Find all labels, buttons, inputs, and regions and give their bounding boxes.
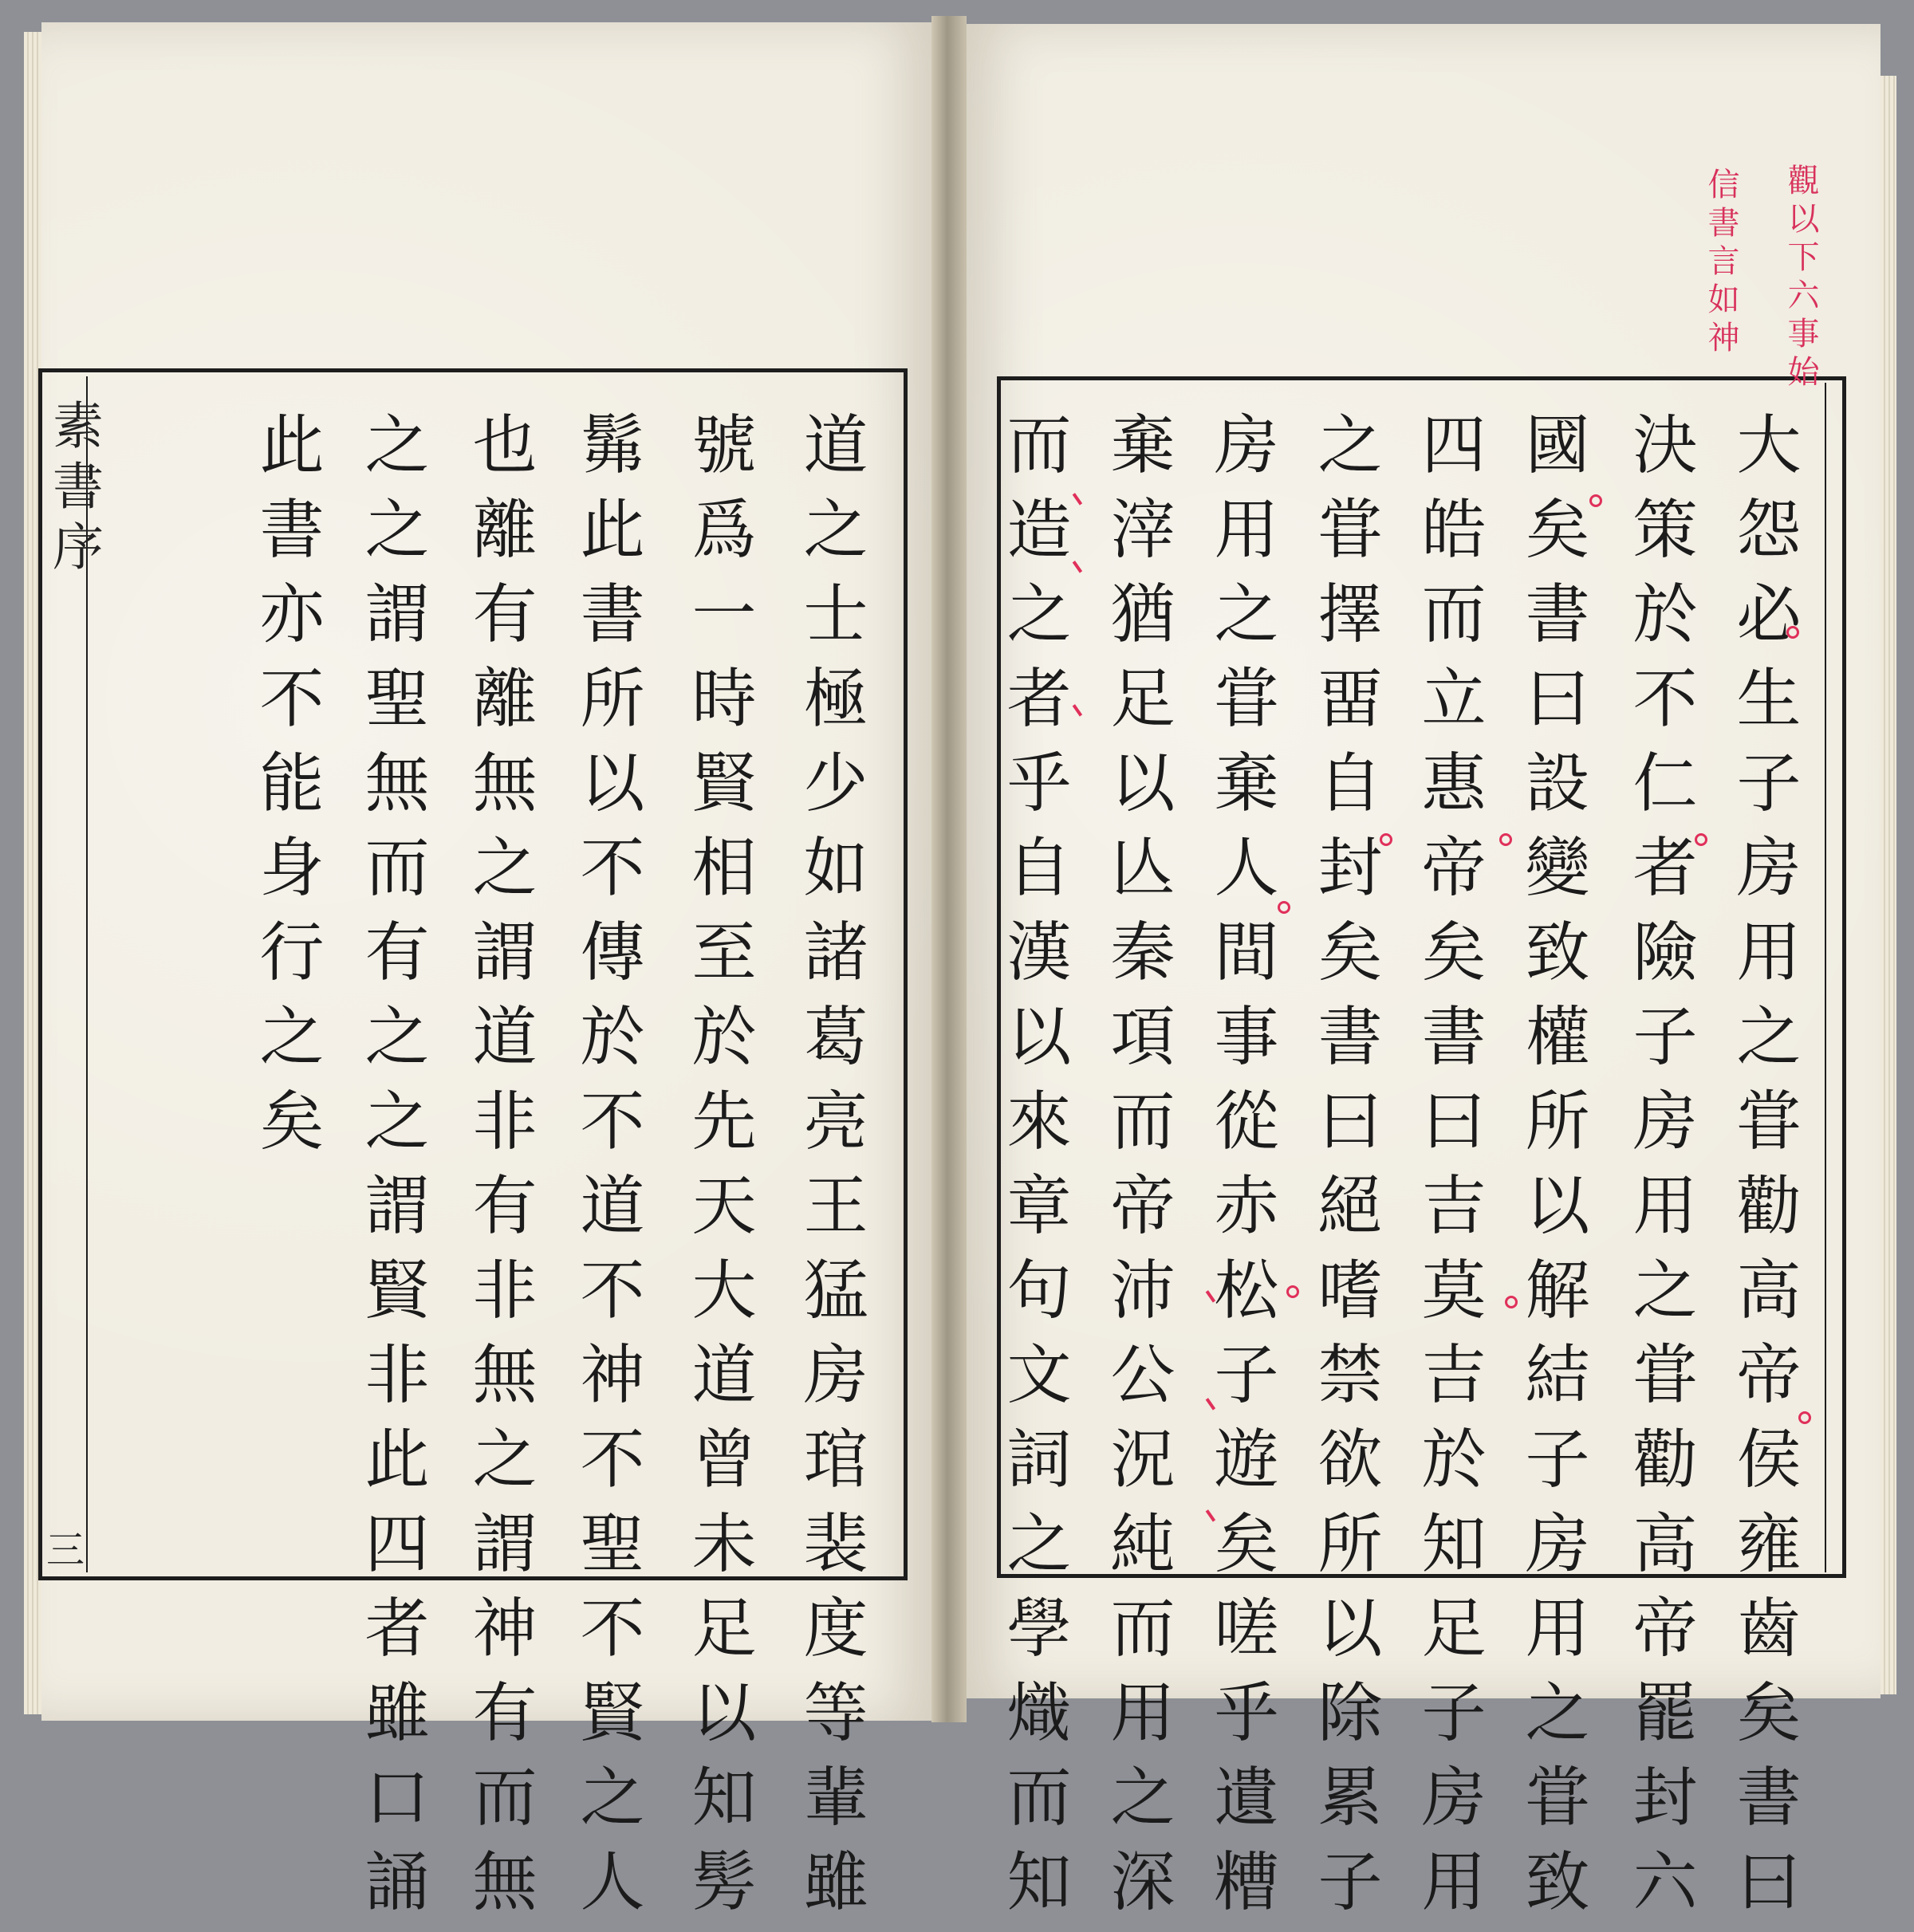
right-column-3: 國矣書曰設變致權所以解結子房用之甞致 <box>1514 411 1589 1932</box>
right-edge-rule <box>1825 383 1826 1572</box>
left-column-3: 髴此書所以不傳於不道不神不聖不賢之人 <box>569 411 644 1932</box>
right-column-8: 而造之者乎自漢以來章句文詞之學熾而知 <box>996 411 1071 1932</box>
left-column-4: 也離有離無之謂道非有非無之謂神有而無 <box>462 411 537 1932</box>
red-circle-mark <box>1380 833 1392 846</box>
red-circle-mark <box>1286 1285 1299 1298</box>
page-number: 三 <box>46 1528 85 1572</box>
book-gutter <box>931 16 967 1722</box>
red-circle-mark <box>1589 494 1602 507</box>
red-circle-mark <box>1499 833 1512 846</box>
right-column-4: 四皓而立惠帝矣書曰吉莫吉於知足子房用 <box>1411 411 1486 1932</box>
red-circle-mark <box>1786 626 1799 639</box>
red-circle-mark <box>1695 833 1707 846</box>
right-column-7: 棄滓猶足以亾秦項而帝沛公況純而用之深 <box>1100 411 1175 1932</box>
right-column-6: 房用之甞棄人間事從赤松子遊矣嗟乎遺糟 <box>1203 411 1278 1932</box>
right-column-2: 決策於不仁者險子房用之甞勸高帝罷封六 <box>1622 411 1697 1932</box>
red-annotation-1: 觀以下六事始 <box>1782 163 1819 393</box>
red-circle-mark <box>1798 1411 1811 1424</box>
left-column-1: 道之士極少如諸葛亮王猛房琯裴度等輩雖 <box>793 411 868 1932</box>
left-column-2: 號爲一時賢相至於先天大道曾未足以知髣 <box>681 411 756 1932</box>
red-circle-mark <box>1278 901 1290 914</box>
red-annotation-2: 信書言如神 <box>1703 167 1739 359</box>
spine-title: 素書序 <box>44 399 103 580</box>
left-column-6: 此書亦不能身行之矣 <box>249 411 324 1171</box>
right-column-1: 大怨必生子房用之甞勸高帝侯雍齒矣書曰 <box>1726 411 1801 1932</box>
right-column-5: 之甞擇畱自封矣書曰絕嗜禁欲所以除累子 <box>1307 411 1382 1932</box>
red-circle-mark <box>1505 1296 1518 1308</box>
left-column-5: 之之謂聖無而有之之謂賢非此四者雖口誦 <box>354 411 429 1932</box>
